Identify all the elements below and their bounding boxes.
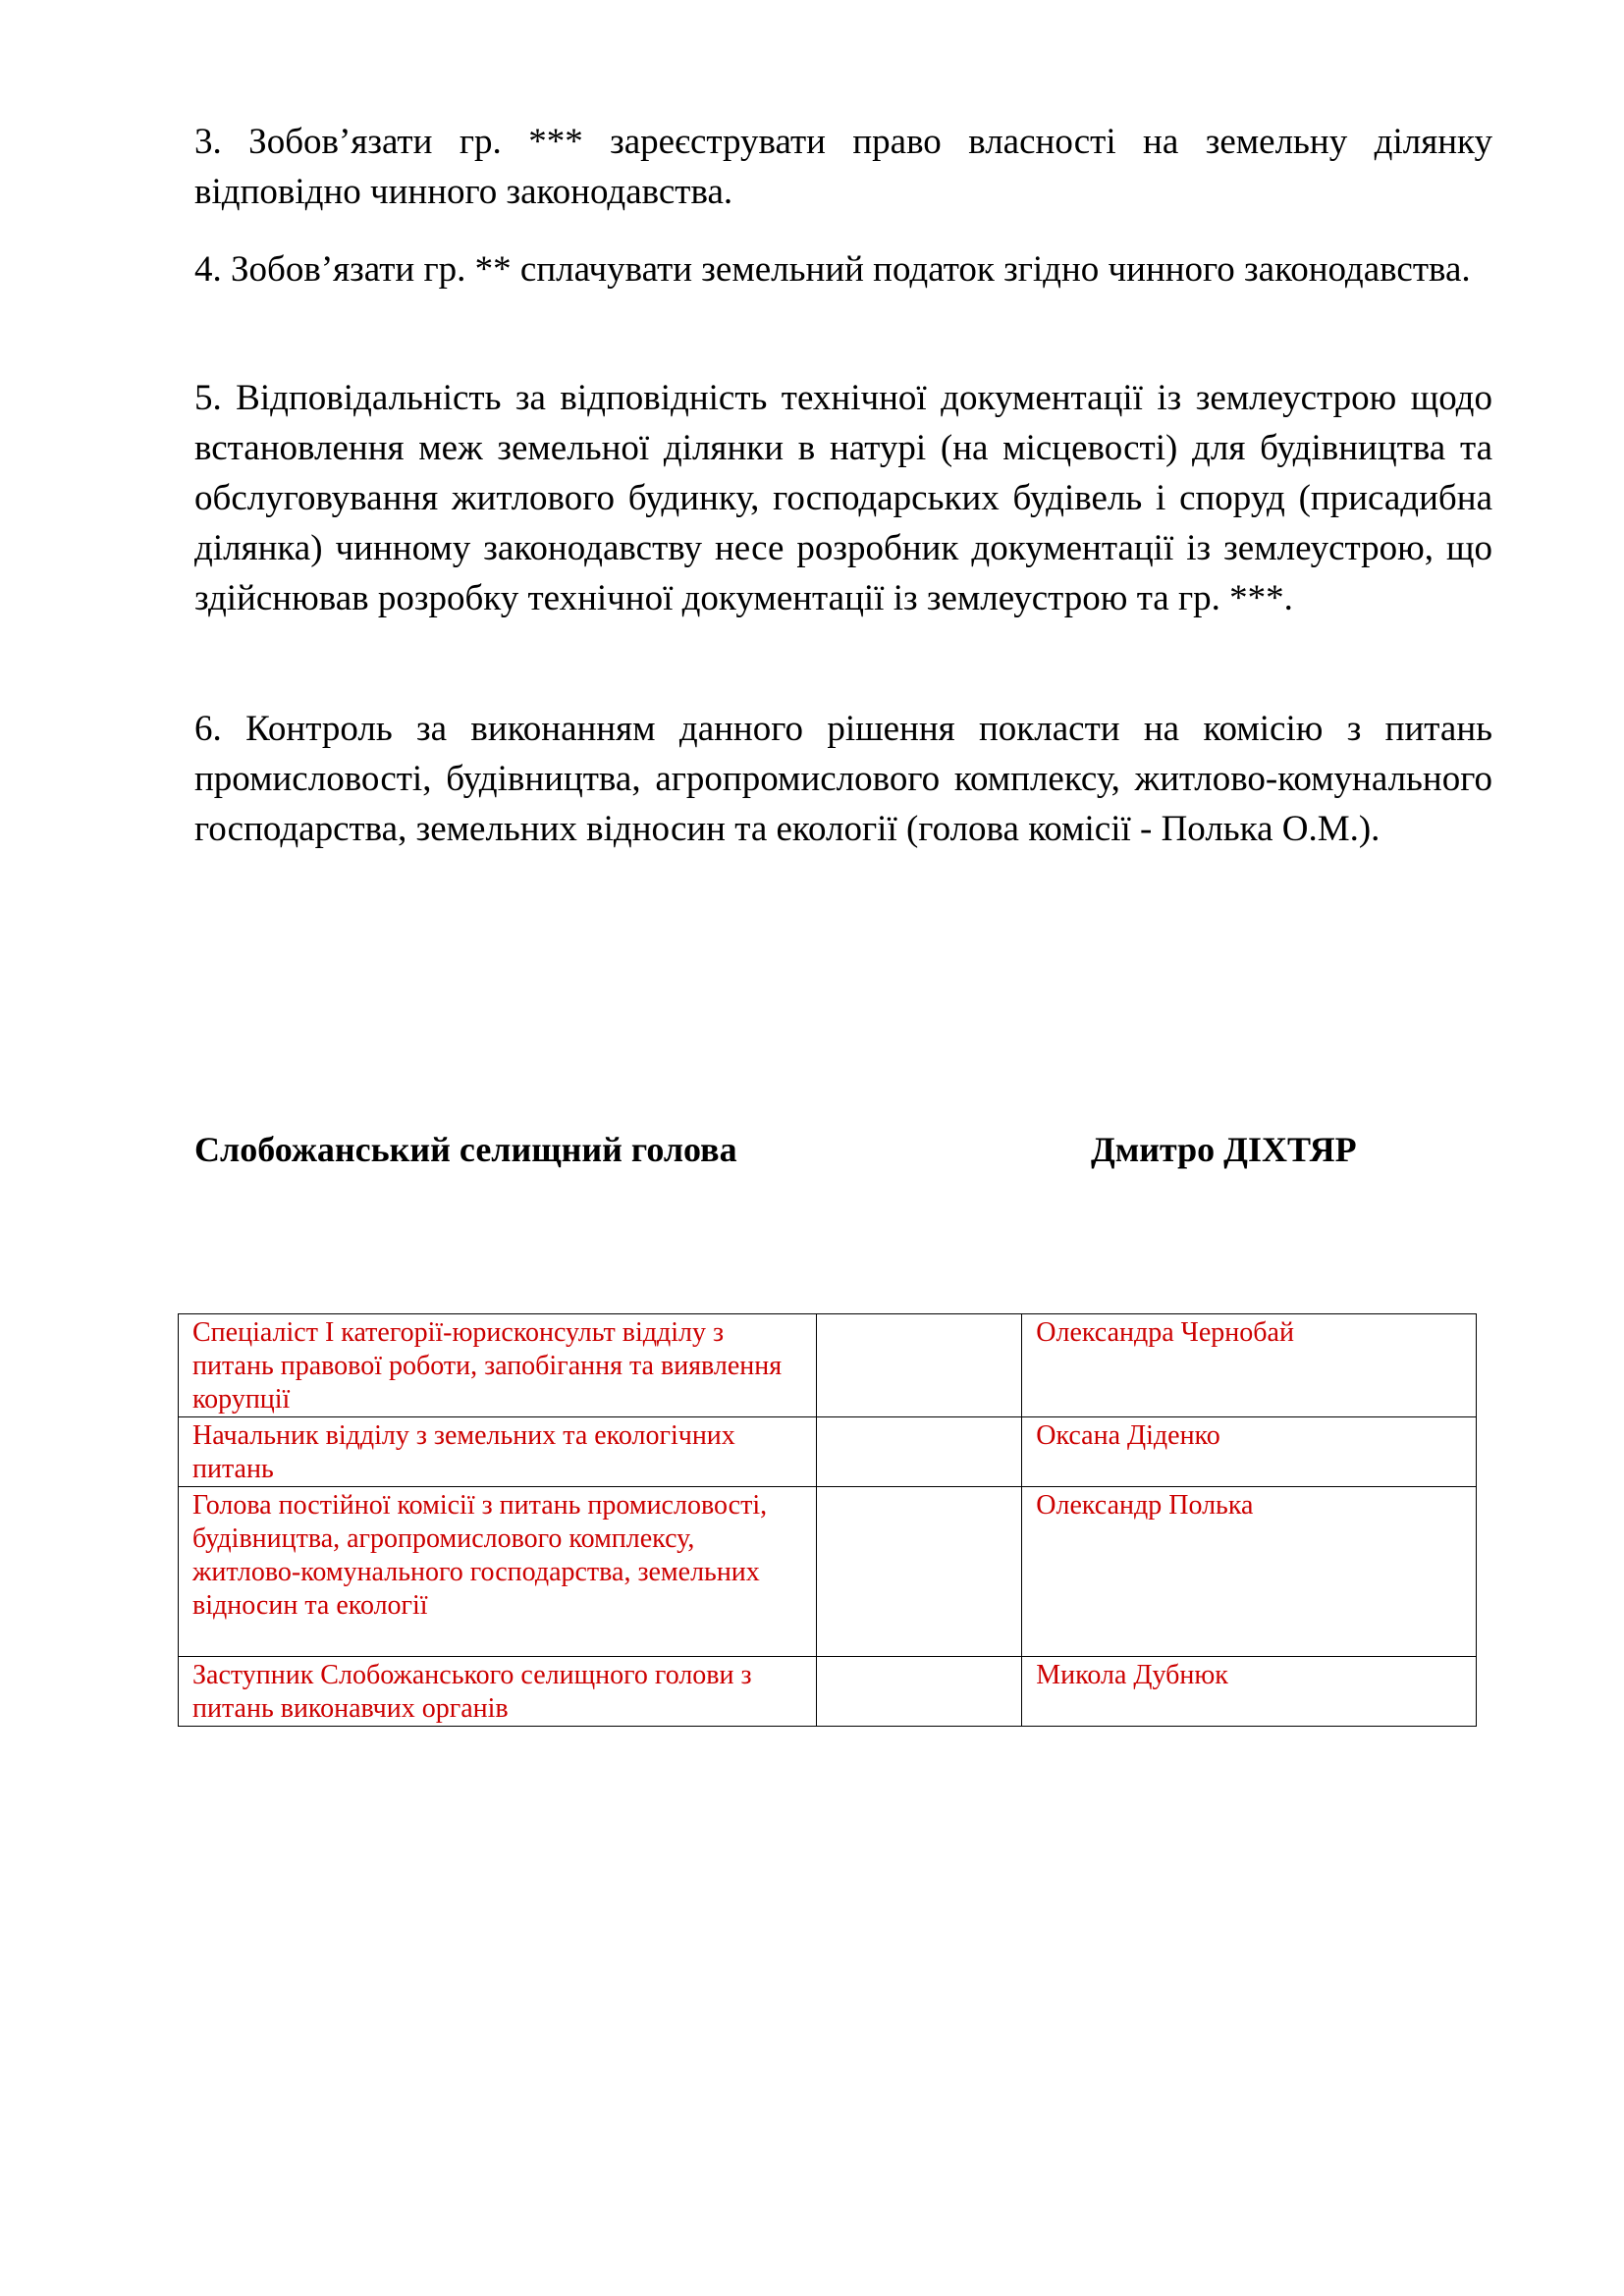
table-row (179, 1657, 1477, 1727)
table-row (179, 1314, 1477, 1417)
approver-position: Заступник Слобожанського селищного голови з питань виконавчих органів (179, 1657, 817, 1727)
paragraph-3: 3. Зобов’язати гр. *** зареєструвати право власності на земельну ділянку відповідно чинного законодавства. (194, 122, 1492, 212)
approver-signature-cell (816, 1657, 1021, 1727)
signatory-name: Дмитро ДІХТЯР (1091, 1130, 1357, 1169)
approver-position: Начальник відділу з земельних та екологічних питань (179, 1417, 817, 1487)
approver-name: Олександра Чернобай (1022, 1314, 1477, 1417)
paragraph-4: 4. Зобов’язати гр. ** сплачувати земельний податок згідно чинного законодавства. (194, 249, 1471, 290)
approver-position: Спеціаліст І категорії-юрисконсульт відділу з питань правової роботи, запобігання та виявлення корупції (179, 1314, 817, 1417)
approval-table (178, 1313, 1477, 1727)
approver-name: Олександр Полька (1022, 1487, 1477, 1657)
paragraph-6: 6. Контроль за виконанням данного рішення покласти на комісію з питань промисловості, будівництва, агропромислового комплексу, житлово-комунального господарства, земельних відносин та екології (голова комісії - Полька О.М.). (194, 709, 1492, 849)
approver-signature-cell (816, 1314, 1021, 1417)
approver-signature-cell (816, 1487, 1021, 1657)
signature-block (194, 1129, 1492, 1180)
approver-name: Оксана Діденко (1022, 1417, 1477, 1487)
approver-name: Микола Дубнюк (1022, 1657, 1477, 1727)
table-row (179, 1417, 1477, 1487)
approver-position: Голова постійної комісії з питань промисловості, будівництва, агропромислового комплексу, житлово-комунального господарства, земельних відносин та екології (179, 1487, 817, 1657)
signatory-position: Слобожанський селищний голова (194, 1130, 737, 1169)
table-row (179, 1487, 1477, 1657)
approver-signature-cell (816, 1417, 1021, 1487)
paragraph-5: 5. Відповідальність за відповідність технічної документації із землеустрою щодо встановлення меж земельної ділянки в натурі (на місцевості) для будівництва та обслуговування житлового будинку, господарських будівель і споруд (присадибна ділянка) чинному законодавству несе розробник документації із землеустрою, що здійснював розробку технічної документації із землеустрою та гр. ***. (194, 378, 1492, 618)
